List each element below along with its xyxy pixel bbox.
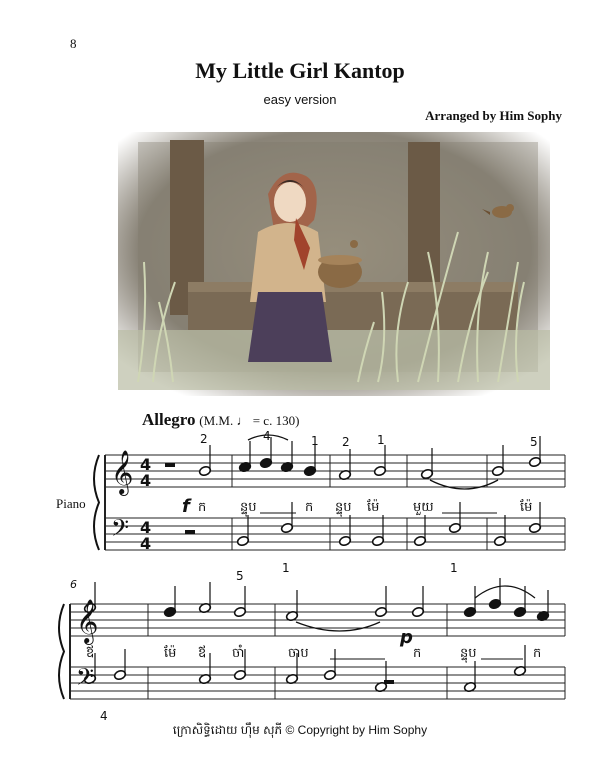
time-signature-top: 4 <box>140 518 152 537</box>
measure-number: 6 <box>70 578 77 591</box>
lyric-syllable: ម៉ែ <box>164 646 177 661</box>
brace <box>94 455 99 550</box>
bass-clef: 𝄢 <box>76 663 95 696</box>
time-signature-bottom: 4 <box>140 534 152 553</box>
lyric-syllable: ក <box>198 500 207 515</box>
fingering: 2 <box>342 435 350 449</box>
lyric-syllable: ក <box>305 500 314 515</box>
instrument-label: Piano <box>56 496 86 511</box>
fingering: 1 <box>311 434 319 448</box>
fingering: 1 <box>282 561 290 575</box>
lyric-syllable: ក <box>533 646 542 661</box>
song-subtitle: easy version <box>263 92 337 107</box>
lyric-syllable: ចាំ <box>232 646 245 661</box>
lyric-syllable: ចាប <box>288 646 309 661</box>
fingering: 2 <box>200 432 208 446</box>
page-number: 8 <box>70 36 77 51</box>
song-title: My Little Girl Kantop <box>195 58 405 83</box>
bass-clef: 𝄢 <box>111 514 130 547</box>
dynamic-mark: p <box>400 627 413 648</box>
fingering: 5 <box>236 569 244 583</box>
arranger-credit: Arranged by Him Sophy <box>425 108 562 123</box>
lyric-syllable: ម៉ែ <box>367 500 380 515</box>
treble-clef: 𝄞 <box>76 599 99 643</box>
fingering: 4 <box>100 709 108 723</box>
metronome-mark: (M.M. ♩ = c. 130) <box>199 413 300 428</box>
brace <box>59 604 64 699</box>
half-rest <box>185 530 195 534</box>
treble-clef: 𝄞 <box>111 450 134 494</box>
lyric-syllable: ម៉ែ <box>520 500 533 515</box>
tie <box>430 480 498 489</box>
time-signature-bottom: 4 <box>140 471 152 490</box>
tie <box>296 622 380 631</box>
fingering: 5 <box>530 435 538 449</box>
tempo-word: Allegro <box>142 410 196 429</box>
fingering: 1 <box>377 433 385 447</box>
fingering: 1 <box>450 561 458 575</box>
dynamic-mark: f <box>182 496 190 517</box>
lyric-syllable: ន្ទុប <box>240 500 257 515</box>
lyric-syllable: ឪ <box>86 646 95 661</box>
lyric-syllable: ក <box>413 646 422 661</box>
lyric-syllable: ន្ទុប <box>460 646 477 661</box>
lyric-syllable: ឪ <box>198 646 207 661</box>
copyright-footer: ក្រោសិទ្ធិដោយ ហ៊ឹម សុភី © Copyright by Him Sophy <box>172 723 428 737</box>
fingering: 4 <box>263 429 271 443</box>
time-signature-top: 4 <box>140 455 152 474</box>
lyric-syllable: ន្ទុប <box>335 500 352 515</box>
slur <box>475 586 535 598</box>
lyric-syllable: មួយ <box>413 500 434 515</box>
half-rest <box>165 463 175 467</box>
